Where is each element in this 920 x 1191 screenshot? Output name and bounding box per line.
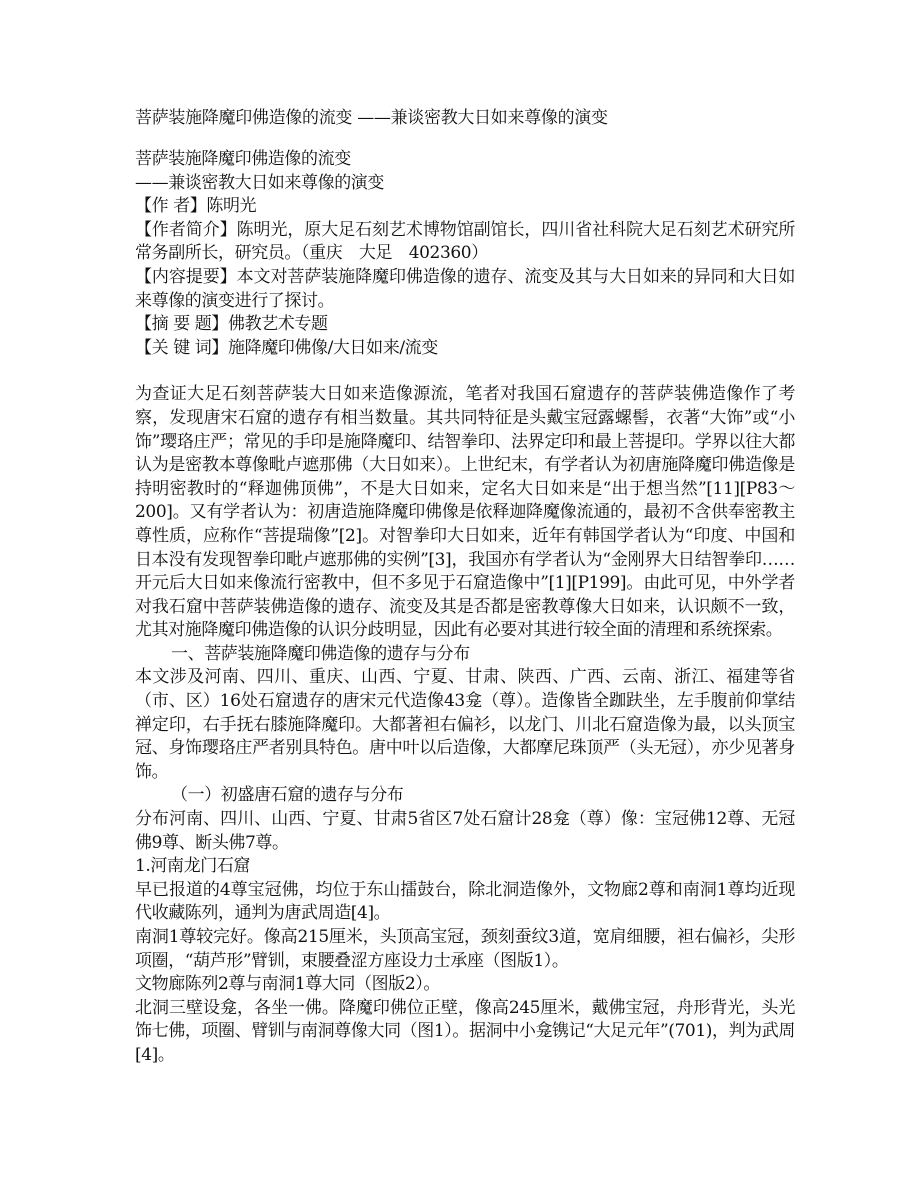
body-paragraph: 分布河南、四川、山西、宁夏、甘肃5省区7处石窟计28龛（尊）像：宝冠佛12尊、无冠佛9尊、断头佛7尊。 [135, 809, 795, 853]
subsection-heading: （一）初盛唐石窟的遗存与分布 [171, 785, 404, 806]
body-paragraph: 早已报道的4尊宝冠佛，均位于东山擂鼓台，除北洞造像外，文物廊2尊和南洞1尊均近现代收藏陈列，通判为唐武周造[4]。 [135, 879, 795, 924]
author-bio: 【作者简介】陈明光，原大足石刻艺术博物馆副馆长，四川省社科院大足石刻艺术研究所常务副所长，研究员。（重庆 大足 402360） [135, 219, 795, 264]
keywords-line: 【关 键 词】施降魔印佛像/大日如来/流变 [135, 337, 438, 358]
abstract: 【内容提要】本文对菩萨装施降魔印佛造像的遗存、流变及其与大日如来的异同和大日如来尊像的演变进行了探讨。 [135, 266, 795, 311]
item-heading: 1.河南龙门石窟 [135, 856, 251, 877]
section-heading: 一、菩萨装施降魔印佛造像的遗存与分布 [171, 643, 470, 664]
author-line: 【作 者】陈明光 [135, 196, 257, 217]
page-title: 菩萨装施降魔印佛造像的流变 ——兼谈密教大日如来尊像的演变 [135, 108, 608, 128]
subject-line: 【摘 要 题】佛教艺术专题 [135, 314, 328, 335]
article-heading: 菩萨装施降魔印佛造像的流变 [135, 149, 351, 169]
spacer [135, 360, 795, 383]
document-page [135, 106, 795, 1068]
body-paragraph: 北洞三壁设龛，各坐一佛。降魔印佛位正壁，像高245厘米，戴佛宝冠，舟形背光，头光饰七佛，项圈、臂钏与南洞尊像大同（图1）。据洞中小龛镌记“大足元年”(701)，判为武周[4]。 [135, 997, 795, 1065]
body-paragraph: 本文涉及河南、四川、重庆、山西、宁夏、甘肃、陕西、广西、云南、浙江、福建等省（市、区）16处石窟遗存的唐宋元代造像43龛（尊）。造像皆全跏趺坐，左手腹前仰掌结禅定印，右手抚右膝施降魔印。大都著袒右偏衫，以龙门、川北石窟造像为最，以头顶宝冠、身饰璎珞庄严者别具特色。唐中叶以后造像，大都摩尼珠顶严（头无冠），亦少见著身饰。 [135, 667, 795, 782]
body-paragraph: 南洞1尊较完好。像高215厘米，头顶高宝冠，颈刻蚕纹3道，宽肩细腰，袒右偏衫，尖形项圈，“葫芦形”臂钏，束腰叠涩方座设力士承座（图版1）。 [135, 927, 795, 971]
body-paragraph: 文物廊陈列2尊与南洞1尊大同（图版2）。 [135, 974, 440, 995]
body-paragraph: 为查证大足石刻菩萨装大日如来造像源流，笔者对我国石窟遗存的菩萨装佛造像作了考察，发现唐宋石窟的遗存有相当数量。其共同特征是头戴宝冠露螺髻，衣著“大饰”或“小饰”璎珞庄严；常见的手印是施降魔印、结智拳印、法界定印和最上菩提印。学界以往大都认为是密教本尊像毗卢遮那佛（大日如来）。上世纪末，有学者认为初唐施降魔印佛造像是持明密教时的“释迦佛顶佛”，不是大日如来，定名大日如来是“出于想当然”[11][P83～200]。又有学者认为：初唐造施降魔印佛像是依释迦降魔像流通的，最初不含供奉密教主尊性质，应称作“菩提瑞像”[2]。对智拳印大日如来，近年有韩国学者认为“印度、中国和日本没有发现智拳印毗卢遮那佛的实例”[3]，我国亦有学者认为“金刚界大日结智拳印……开元后大日如来像流行密教中，但不多见于石窟造像中”[1][P199]。由此可见，中外学者对我石窟中菩萨装佛造像的遗存、流变及其是否都是密教尊像大日如来，认识颇不一致，尤其对施降魔印佛造像的认识分歧明显，因此有必要对其进行较全面的清理和系统探索。 [135, 384, 795, 641]
article-subheading: ——兼谈密教大日如来尊像的演变 [135, 172, 384, 193]
